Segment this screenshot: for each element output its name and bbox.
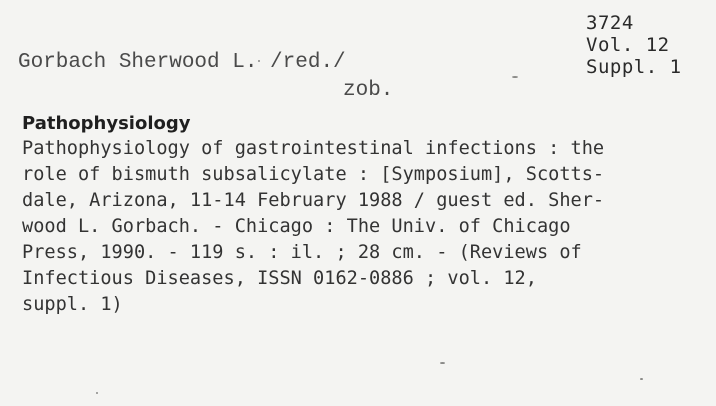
paper-speck [512, 76, 518, 78]
description-line: wood L. Gorbach. - Chicago : The Univ. of Chicago [22, 216, 571, 237]
subject-heading: Pathophysiology [22, 113, 191, 134]
bibliographic-description [22, 136, 702, 318]
description-line: dale, Arizona, 11-14 February 1988 / guest ed. Sher- [22, 190, 605, 211]
author-note: zob. [343, 79, 394, 102]
author-name: Gorbach Sherwood L. /red./ [18, 51, 346, 74]
description-line: suppl. 1) [22, 294, 123, 315]
paper-speck [96, 392, 98, 394]
description-line: Press, 1990. - 119 s. : il. ; 28 cm. - (Reviews of [22, 242, 582, 263]
call-number-line: 3724 [586, 12, 634, 34]
paper-speck [440, 362, 445, 364]
description-line: role of bismuth subsalicylate : [Symposium], Scotts- [22, 164, 605, 185]
description-line: Pathophysiology of gastrointestinal infections : the [22, 138, 605, 159]
description-line: Infectious Diseases, ISSN 0162-0886 ; vol. 12, [22, 268, 537, 289]
call-number-line: Vol. 12 [586, 34, 670, 56]
paper-speck [640, 378, 643, 380]
call-number [586, 12, 682, 78]
call-number-line: Suppl. 1 [586, 56, 682, 78]
